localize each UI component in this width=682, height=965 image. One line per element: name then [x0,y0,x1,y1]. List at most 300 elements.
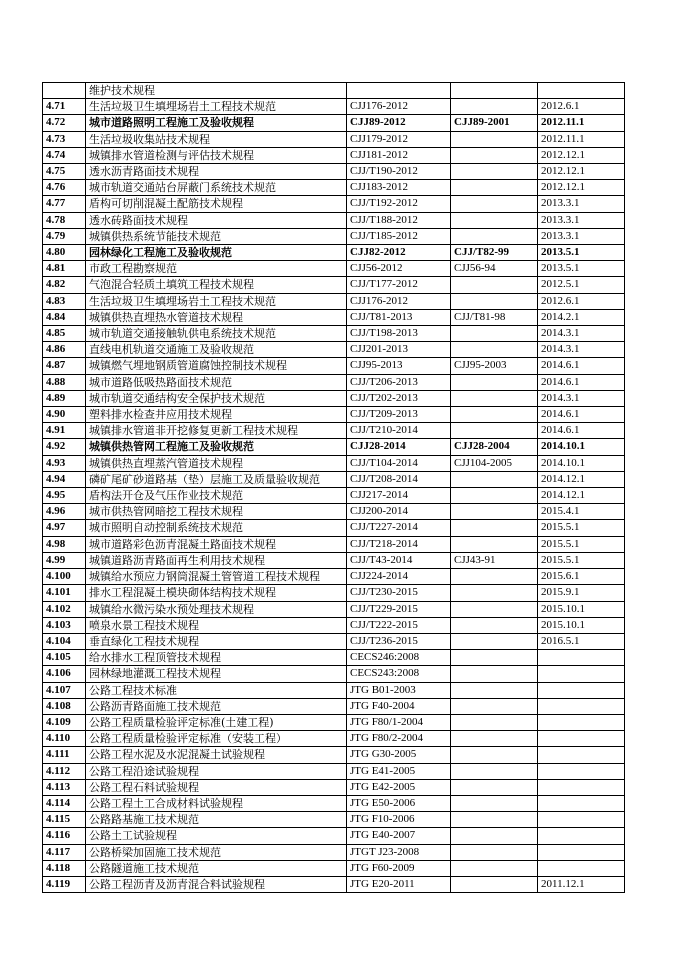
table-row [43,439,625,455]
standard-name: 城镇供热管网工程施工及验收规范 [86,439,347,455]
standard-code: CJJ176-2012 [347,293,451,309]
standard-name: 城镇燃气埋地钢质管道腐蚀控制技术规程 [86,358,347,374]
effective-date: 2015.6.1 [538,569,625,585]
row-number: 4.108 [43,698,86,714]
replaced-standard-code: CJJ/T81-98 [451,309,538,325]
effective-date: 2014.10.1 [538,455,625,471]
table-row [43,358,625,374]
effective-date: 2015.9.1 [538,585,625,601]
standard-name: 城市轨道交通结构安全保护技术规范 [86,390,347,406]
effective-date [538,666,625,682]
replaced-standard-code [451,682,538,698]
standard-code: CJJ224-2014 [347,569,451,585]
standard-name: 盾构可切削混凝土配筋技术规程 [86,196,347,212]
replaced-standard-code [451,731,538,747]
table-row [43,650,625,666]
effective-date: 2012.11.1 [538,131,625,147]
effective-date: 2014.6.1 [538,358,625,374]
row-number: 4.74 [43,147,86,163]
standard-name: 城市道路照明工程施工及验收规程 [86,115,347,131]
replaced-standard-code [451,876,538,892]
standard-code: CJJ/T198-2013 [347,326,451,342]
standard-name: 公路工程沥青及沥青混合料试验规程 [86,876,347,892]
replaced-standard-code [451,228,538,244]
standard-name: 市政工程勘察规范 [86,261,347,277]
replaced-standard-code [451,277,538,293]
table-row [43,115,625,131]
table-row [43,633,625,649]
table-row [43,504,625,520]
effective-date [538,812,625,828]
row-number: 4.85 [43,326,86,342]
effective-date: 2014.3.1 [538,342,625,358]
standard-code: CECS243:2008 [347,666,451,682]
standard-code: CJJ176-2012 [347,99,451,115]
table-row [43,326,625,342]
standards-table-body [43,83,625,893]
effective-date: 2015.5.1 [538,552,625,568]
standard-code: CJJ200-2014 [347,504,451,520]
row-number: 4.77 [43,196,86,212]
standard-code: CECS246:2008 [347,650,451,666]
standard-name: 公路路基施工技术规范 [86,812,347,828]
effective-date [538,83,625,99]
effective-date: 2014.3.1 [538,390,625,406]
row-number: 4.101 [43,585,86,601]
table-row [43,471,625,487]
replaced-standard-code [451,698,538,714]
standard-code: JTG F40-2004 [347,698,451,714]
standard-code: CJJ56-2012 [347,261,451,277]
effective-date: 2015.5.1 [538,536,625,552]
table-row [43,293,625,309]
row-number: 4.84 [43,309,86,325]
table-row [43,131,625,147]
table-row [43,99,625,115]
standard-code: JTG F80/2-2004 [347,731,451,747]
standard-code: CJJ179-2012 [347,131,451,147]
replaced-standard-code [451,747,538,763]
standard-code: CJJ/T218-2014 [347,536,451,552]
row-number: 4.80 [43,245,86,261]
standard-code: JTG E50-2006 [347,795,451,811]
replaced-standard-code: CJJ95-2003 [451,358,538,374]
table-row [43,488,625,504]
standard-name: 园林绿化工程施工及验收规范 [86,245,347,261]
standard-code: CJJ/T210-2014 [347,423,451,439]
table-row [43,245,625,261]
replaced-standard-code [451,763,538,779]
standard-name: 园林绿地灌溉工程技术规程 [86,666,347,682]
standard-name: 公路土工试验规程 [86,828,347,844]
replaced-standard-code [451,212,538,228]
replaced-standard-code [451,585,538,601]
row-number: 4.116 [43,828,86,844]
row-number: 4.75 [43,164,86,180]
standard-name: 城市轨道交通接触轨供电系统技术规范 [86,326,347,342]
replaced-standard-code [451,828,538,844]
effective-date: 2014.12.1 [538,471,625,487]
standard-code: CJJ217-2014 [347,488,451,504]
standard-code: CJJ89-2012 [347,115,451,131]
effective-date: 2014.6.1 [538,374,625,390]
standard-name: 城镇排水管道非开挖修复更新工程技术规程 [86,423,347,439]
row-number: 4.82 [43,277,86,293]
row-number: 4.76 [43,180,86,196]
standard-code: CJJ/T177-2012 [347,277,451,293]
standard-name: 生活垃圾卫生填埋场岩土工程技术规范 [86,293,347,309]
standard-name: 公路桥梁加固施工技术规范 [86,844,347,860]
row-number: 4.103 [43,617,86,633]
table-row [43,164,625,180]
table-row [43,374,625,390]
effective-date [538,698,625,714]
row-number: 4.71 [43,99,86,115]
replaced-standard-code [451,147,538,163]
row-number: 4.81 [43,261,86,277]
effective-date [538,763,625,779]
replaced-standard-code [451,407,538,423]
standard-name: 公路隧道施工技术规范 [86,860,347,876]
standard-code: CJJ/T208-2014 [347,471,451,487]
effective-date [538,714,625,730]
replaced-standard-code [451,795,538,811]
table-row [43,390,625,406]
replaced-standard-code: CJJ/T82-99 [451,245,538,261]
row-number: 4.90 [43,407,86,423]
standard-name: 生活垃圾卫生填埋场岩土工程技术规范 [86,99,347,115]
table-row [43,212,625,228]
effective-date: 2014.6.1 [538,407,625,423]
replaced-standard-code [451,536,538,552]
replaced-standard-code: CJJ28-2004 [451,439,538,455]
standard-code: CJJ/T43-2014 [347,552,451,568]
replaced-standard-code [451,374,538,390]
effective-date [538,682,625,698]
effective-date: 2015.10.1 [538,601,625,617]
row-number: 4.96 [43,504,86,520]
standard-name: 城市道路彩色沥青混凝土路面技术规程 [86,536,347,552]
standard-name: 给水排水工程顶管技术规程 [86,650,347,666]
standard-name: 直线电机轨道交通施工及验收规范 [86,342,347,358]
row-number: 4.102 [43,601,86,617]
standard-name: 城镇道路沥青路面再生利用技术规程 [86,552,347,568]
replaced-standard-code [451,326,538,342]
table-row [43,666,625,682]
table-row [43,763,625,779]
effective-date [538,795,625,811]
standard-code: JTG F60-2009 [347,860,451,876]
standards-table [42,82,625,893]
table-row [43,180,625,196]
effective-date: 2012.11.1 [538,115,625,131]
standard-name: 城镇给水微污染水预处理技术规程 [86,601,347,617]
standard-code: JTG G30-2005 [347,747,451,763]
replaced-standard-code [451,83,538,99]
replaced-standard-code [451,844,538,860]
effective-date: 2016.5.1 [538,633,625,649]
table-row [43,569,625,585]
replaced-standard-code: CJJ56-94 [451,261,538,277]
table-row [43,277,625,293]
effective-date: 2012.12.1 [538,164,625,180]
effective-date: 2015.4.1 [538,504,625,520]
row-number: 4.72 [43,115,86,131]
standard-name: 城市轨道交通站台屏蔽门系统技术规范 [86,180,347,196]
replaced-standard-code [451,860,538,876]
effective-date: 2014.2.1 [538,309,625,325]
row-number: 4.113 [43,779,86,795]
standard-code: CJJ/T206-2013 [347,374,451,390]
table-row [43,698,625,714]
standard-name: 城镇供热直埋蒸汽管道技术规程 [86,455,347,471]
effective-date [538,731,625,747]
table-row [43,779,625,795]
row-number: 4.115 [43,812,86,828]
replaced-standard-code: CJJ104-2005 [451,455,538,471]
standard-name: 城镇供热系统节能技术规范 [86,228,347,244]
row-number: 4.99 [43,552,86,568]
row-number: 4.114 [43,795,86,811]
effective-date [538,779,625,795]
replaced-standard-code [451,131,538,147]
replaced-standard-code [451,520,538,536]
table-row [43,520,625,536]
standard-name: 盾构法开仓及气压作业技术规范 [86,488,347,504]
replaced-standard-code [451,342,538,358]
replaced-standard-code [451,423,538,439]
standard-code: CJJ/T229-2015 [347,601,451,617]
standard-name: 生活垃圾收集站技术规程 [86,131,347,147]
replaced-standard-code [451,601,538,617]
replaced-standard-code [451,99,538,115]
table-row [43,795,625,811]
standard-name: 城市道路低吸热路面技术规范 [86,374,347,390]
table-row [43,828,625,844]
standard-name: 城镇排水管道检测与评估技术规程 [86,147,347,163]
standard-name: 磷矿尾矿砂道路基（垫）层施工及质量验收规范 [86,471,347,487]
standard-code: JTG E40-2007 [347,828,451,844]
table-row [43,342,625,358]
table-row [43,812,625,828]
effective-date [538,650,625,666]
replaced-standard-code [451,779,538,795]
standard-code: CJJ/T190-2012 [347,164,451,180]
effective-date: 2015.5.1 [538,520,625,536]
replaced-standard-code [451,504,538,520]
table-row [43,876,625,892]
table-row [43,860,625,876]
row-number: 4.105 [43,650,86,666]
standard-name: 公路沥青路面施工技术规范 [86,698,347,714]
standard-name: 公路工程土工合成材料试验规程 [86,795,347,811]
table-row [43,228,625,244]
effective-date: 2013.3.1 [538,196,625,212]
table-row [43,714,625,730]
standard-code: CJJ201-2013 [347,342,451,358]
row-number: 4.79 [43,228,86,244]
effective-date: 2014.12.1 [538,488,625,504]
effective-date: 2014.6.1 [538,423,625,439]
standard-name: 城市供热管网暗挖工程技术规程 [86,504,347,520]
row-number: 4.93 [43,455,86,471]
replaced-standard-code: CJJ89-2001 [451,115,538,131]
standard-name: 喷泉水景工程技术规程 [86,617,347,633]
standard-code: JTG E41-2005 [347,763,451,779]
standard-name: 城镇供热直埋热水管道技术规程 [86,309,347,325]
effective-date: 2012.6.1 [538,293,625,309]
row-number: 4.107 [43,682,86,698]
row-number: 4.73 [43,131,86,147]
replaced-standard-code [451,180,538,196]
standard-name: 透水砖路面技术规程 [86,212,347,228]
replaced-standard-code [451,650,538,666]
effective-date [538,747,625,763]
standard-code: JTG E20-2011 [347,876,451,892]
standard-code: CJJ/T185-2012 [347,228,451,244]
replaced-standard-code [451,666,538,682]
standard-code: CJJ95-2013 [347,358,451,374]
standard-code: CJJ/T222-2015 [347,617,451,633]
table-row [43,196,625,212]
effective-date [538,844,625,860]
table-row [43,552,625,568]
row-number: 4.100 [43,569,86,585]
replaced-standard-code [451,293,538,309]
standard-code: CJJ/T227-2014 [347,520,451,536]
row-number: 4.78 [43,212,86,228]
standard-name: 塑料排水检查井应用技术规程 [86,407,347,423]
replaced-standard-code [451,390,538,406]
row-number: 4.94 [43,471,86,487]
replaced-standard-code [451,617,538,633]
standard-name: 城市照明自动控制系统技术规范 [86,520,347,536]
standard-code: JTGT J23-2008 [347,844,451,860]
standard-name: 公路工程质量检验评定标准（安装工程） [86,731,347,747]
effective-date [538,860,625,876]
standard-code: CJJ/T104-2014 [347,455,451,471]
table-row [43,261,625,277]
standard-code: CJJ183-2012 [347,180,451,196]
table-row [43,83,625,99]
standard-code: CJJ/T188-2012 [347,212,451,228]
row-number: 4.106 [43,666,86,682]
replaced-standard-code [451,488,538,504]
row-number: 4.83 [43,293,86,309]
standard-code: CJJ82-2012 [347,245,451,261]
replaced-standard-code [451,471,538,487]
effective-date [538,828,625,844]
standard-code: CJJ/T236-2015 [347,633,451,649]
effective-date: 2012.12.1 [538,147,625,163]
standard-name: 公路工程水泥及水泥混凝土试验规程 [86,747,347,763]
effective-date: 2012.12.1 [538,180,625,196]
standard-name: 公路工程沿途试验规程 [86,763,347,779]
row-number: 4.87 [43,358,86,374]
standard-code: CJJ28-2014 [347,439,451,455]
replaced-standard-code [451,164,538,180]
table-row [43,585,625,601]
replaced-standard-code [451,569,538,585]
row-number: 4.109 [43,714,86,730]
standard-name: 公路工程质量检验评定标准(土建工程) [86,714,347,730]
effective-date: 2014.10.1 [538,439,625,455]
replaced-standard-code: CJJ43-91 [451,552,538,568]
effective-date: 2011.12.1 [538,876,625,892]
standard-code: CJJ/T192-2012 [347,196,451,212]
standard-code: JTG B01-2003 [347,682,451,698]
standard-code: CJJ/T230-2015 [347,585,451,601]
standard-code: CJJ/T81-2013 [347,309,451,325]
row-number: 4.91 [43,423,86,439]
standard-code: CJJ181-2012 [347,147,451,163]
row-number: 4.88 [43,374,86,390]
replaced-standard-code [451,812,538,828]
effective-date: 2012.6.1 [538,99,625,115]
standard-code: JTG F80/1-2004 [347,714,451,730]
effective-date: 2014.3.1 [538,326,625,342]
standard-code: CJJ/T202-2013 [347,390,451,406]
standard-code: JTG E42-2005 [347,779,451,795]
standard-name: 公路工程技术标准 [86,682,347,698]
table-row [43,617,625,633]
row-number: 4.110 [43,731,86,747]
standard-name: 垂直绿化工程技术规程 [86,633,347,649]
replaced-standard-code [451,633,538,649]
standard-name: 透水沥青路面技术规程 [86,164,347,180]
standard-code [347,83,451,99]
standard-name: 维护技术规程 [86,83,347,99]
effective-date: 2013.5.1 [538,245,625,261]
table-row [43,601,625,617]
standard-code: CJJ/T209-2013 [347,407,451,423]
row-number: 4.98 [43,536,86,552]
table-row [43,423,625,439]
standard-name: 气泡混合轻质土填筑工程技术规程 [86,277,347,293]
effective-date: 2012.5.1 [538,277,625,293]
row-number: 4.86 [43,342,86,358]
table-row [43,455,625,471]
table-row [43,682,625,698]
table-row [43,147,625,163]
row-number: 4.97 [43,520,86,536]
table-row [43,407,625,423]
row-number: 4.95 [43,488,86,504]
row-number: 4.92 [43,439,86,455]
effective-date: 2015.10.1 [538,617,625,633]
table-row [43,844,625,860]
standard-name: 排水工程混凝土模块砌体结构技术规程 [86,585,347,601]
replaced-standard-code [451,196,538,212]
replaced-standard-code [451,714,538,730]
standard-code: JTG F10-2006 [347,812,451,828]
standard-name: 公路工程石料试验规程 [86,779,347,795]
effective-date: 2013.3.1 [538,212,625,228]
row-number: 4.117 [43,844,86,860]
effective-date: 2013.3.1 [538,228,625,244]
row-number: 4.111 [43,747,86,763]
row-number: 4.118 [43,860,86,876]
row-number: 4.104 [43,633,86,649]
table-row [43,309,625,325]
row-number [43,83,86,99]
row-number: 4.89 [43,390,86,406]
row-number: 4.119 [43,876,86,892]
table-row [43,747,625,763]
row-number: 4.112 [43,763,86,779]
table-row [43,731,625,747]
table-row [43,536,625,552]
